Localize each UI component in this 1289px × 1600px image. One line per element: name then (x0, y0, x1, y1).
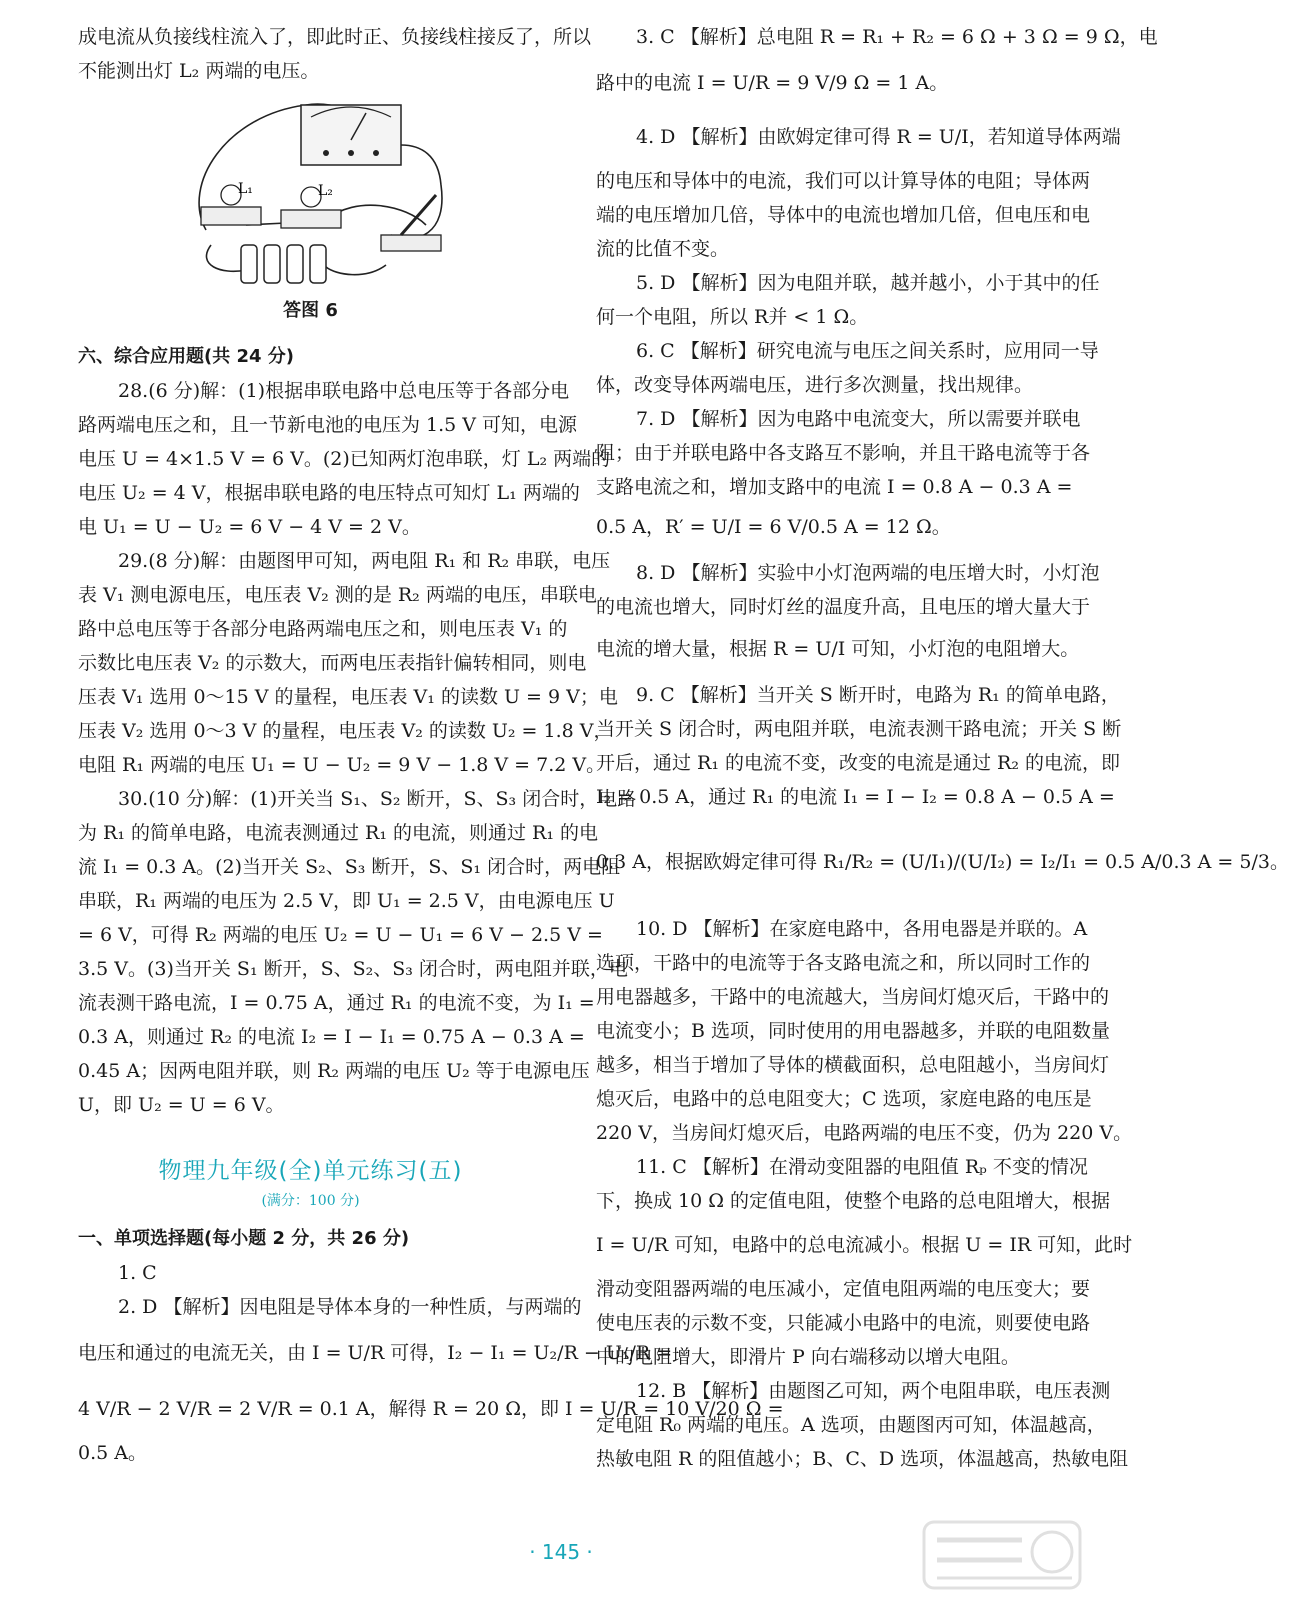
q10-line: 熄灭后，电路中的总电阻变大；C 选项，家庭电路的电压是 (596, 1088, 1092, 1110)
q29-line: 29.(8 分)解：由题图甲可知，两电阻 R₁ 和 R₂ 串联，电压 (118, 550, 611, 572)
q28-line: 电 U₁ = U − U₂ = 6 V − 4 V = 2 V。 (78, 516, 421, 538)
q12-line: 12. B 【解析】由题图乙可知，两个电阻串联，电压表测 (636, 1380, 1111, 1402)
q9-line: I₂ = 0.5 A，通过 R₁ 的电流 I₁ = I − I₂ = 0.8 A − 0.5 A = (596, 786, 1115, 808)
q30-line: 0.45 A；因两电阻并联，则 R₂ 两端的电压 U₂ 等于电源电压 (78, 1060, 590, 1082)
q29-line: 电阻 R₁ 两端的电压 U₁ = U − U₂ = 9 V − 1.8 V = 7.2 V。 (78, 754, 606, 776)
q7-line: 0.5 A，R′ = U/I = 6 V/0.5 A = 12 Ω。 (596, 516, 951, 538)
lamp2-label: L₂ (318, 183, 333, 199)
q8-line: 电流的增大量，根据 R = U/I 可知，小灯泡的电阻增大。 (596, 638, 1080, 660)
q10-line: 越多，相当于增加了导体的横截面积，总电阻越小，当房间灯 (596, 1054, 1110, 1076)
q30-line: 流表测干路电流，I = 0.75 A，通过 R₁ 的电流不变，为 I₁ = (78, 992, 595, 1014)
text-line: 不能测出灯 L₂ 两端的电压。 (78, 60, 320, 82)
q6-line: 6. C 【解析】研究电流与电压之间关系时，应用同一导 (636, 340, 1099, 362)
q4-line: 端的电压增加几倍，导体中的电流也增加几倍，但电压和电 (596, 204, 1091, 226)
q10-line: 10. D 【解析】在家庭电路中，各用电器是并联的。A (636, 918, 1088, 940)
q9-line: 当开关 S 闭合时，两电阻并联，电流表测干路电流；开关 S 断 (596, 718, 1122, 740)
q30-line: = 6 V，可得 R₂ 两端的电压 U₂ = U − U₁ = 6 V − 2.5 V = (78, 924, 603, 946)
text-line: 成电流从负接线柱流入了，即此时正、负接线柱接反了，所以 (78, 26, 592, 48)
q29-line: 表 V₁ 测电源电压，电压表 V₂ 测的是 R₂ 两端的电压，串联电 (78, 584, 597, 606)
q1-line: 1. C (118, 1262, 157, 1284)
page-number: · 145 · (529, 1540, 593, 1564)
q5-line: 何一个电阻，所以 R并 < 1 Ω。 (596, 306, 869, 328)
lamp1-label: L₁ (238, 181, 253, 197)
part1-heading: 一、单项选择题(每小题 2 分，共 26 分) (78, 1228, 410, 1249)
q10-line: 220 V，当房间灯熄灭后，电路两端的电压不变，仍为 220 V。 (596, 1122, 1133, 1144)
q28-line: 电压 U = 4×1.5 V = 6 V。(2)已知两灯泡串联，灯 L₂ 两端的 (78, 448, 611, 470)
q9-line: 开后，通过 R₁ 的电流不变，改变的电流是通过 R₂ 的电流，即 (596, 752, 1121, 774)
q4-line: 的电压和导体中的电流，我们可以计算导体的电阻；导体两 (596, 170, 1091, 192)
q30-line: U，即 U₂ = U = 6 V。 (78, 1094, 285, 1116)
q4-line: 流的比值不变。 (596, 238, 730, 260)
q7-line: 支路电流之和，增加支路中的电流 I = 0.8 A − 0.3 A = (596, 476, 1073, 498)
q29-line: 路中总电压等于各部分电路两端电压之和，则电压表 V₁ 的 (78, 618, 568, 640)
q29-line: 压表 V₂ 选用 0～3 V 的量程，电压表 V₂ 的读数 U₂ = 1.8 V， (78, 720, 613, 742)
q11-line: 下，换成 10 Ω 的定值电阻，使整个电路的总电阻增大，根据 (596, 1190, 1111, 1212)
q8-line: 的电流也增大，同时灯丝的温度升高，且电压的增大量大于 (596, 596, 1091, 618)
q4-line: 4. D 【解析】由欧姆定律可得 R = U/I，若知道导体两端 (636, 126, 1121, 148)
q9-line: 9. C 【解析】当开关 S 断开时，电路为 R₁ 的简单电路， (636, 684, 1120, 706)
q9-line: 0.3 A，根据欧姆定律可得 R₁/R₂ = (U/I₁)/(U/I₂) = I₂/I₁ = 0.5 A/0.3 A = 5/3。 (596, 851, 1289, 873)
q30-line: 3.5 V。(3)当开关 S₁ 断开，S、S₂、S₃ 闭合时，两电阻并联，电 (78, 958, 628, 980)
q30-line: 为 R₁ 的简单电路，电流表测通过 R₁ 的电流，则通过 R₁ 的电 (78, 822, 599, 844)
q11-line: 中的电阻增大，即滑片 P 向右端移动以增大电阻。 (596, 1346, 1020, 1368)
q11-line: 使电压表的示数不变，只能减小电路中的电流，则要使电路 (596, 1312, 1091, 1334)
q12-line: 定电阻 R₀ 两端的电压。A 选项，由题图丙可知，体温越高， (596, 1414, 1106, 1436)
q11-line: 11. C 【解析】在滑动变阻器的电阻值 Rₚ 不变的情况 (636, 1156, 1088, 1178)
watermark-logo-icon (922, 1520, 1082, 1590)
q2-line: 4 V/R − 2 V/R = 2 V/R = 0.1 A，解得 R = 20 Ω，即 I = U/R = 10 V/20 Ω = (78, 1398, 784, 1420)
unit-subtitle: (满分：100 分) (261, 1193, 360, 1209)
q5-line: 5. D 【解析】因为电阻并联，越并越小，小于其中的任 (636, 272, 1100, 294)
q6-line: 体，改变导体两端电压，进行多次测量，找出规律。 (596, 374, 1034, 396)
figure-caption: 答图 6 (283, 300, 338, 321)
q3-line: 路中的电流 I = U/R = 9 V/9 Ω = 1 A。 (596, 72, 949, 94)
q11-line: I = U/R 可知，电路中的总电流减小。根据 U = IR 可知，此时 (596, 1234, 1133, 1256)
q10-line: 用电器越多，干路中的电流越大，当房间灯熄灭后，干路中的 (596, 986, 1110, 1008)
q12-line: 热敏电阻 R 的阻值越小；B、C、D 选项，体温越高，热敏电阻 (596, 1448, 1129, 1470)
q30-line: 流 I₁ = 0.3 A。(2)当开关 S₂、S₃ 断开，S、S₁ 闭合时，两电阻 (78, 856, 621, 878)
q11-line: 滑动变阻器两端的电压减小，定值电阻两端的电压变大；要 (596, 1278, 1091, 1300)
q2-line: 0.5 A。 (78, 1442, 147, 1464)
q28-line: 路两端电压之和，且一节新电池的电压为 1.5 V 可知，电源 (78, 414, 578, 436)
q30-line: 串联，R₁ 两端的电压为 2.5 V，即 U₁ = 2.5 V，由电源电压 U (78, 890, 615, 912)
q10-line: 选项，干路中的电流等于各支路电流之和，所以同时工作的 (596, 952, 1091, 974)
q2-line: 电压和通过的电流无关，由 I = U/R 可得，I₂ − I₁ = U₂/R − U₁/R = (78, 1342, 673, 1364)
q2-line: 2. D 【解析】因电阻是导体本身的一种性质，与两端的 (118, 1296, 582, 1318)
q28-line: 28.(6 分)解：(1)根据串联电路中总电压等于各部分电 (118, 380, 570, 402)
q3-line: 3. C 【解析】总电阻 R = R₁ + R₂ = 6 Ω + 3 Ω = 9 Ω，电 (636, 26, 1158, 48)
q10-line: 电流变小；B 选项，同时使用的用电器越多，并联的电阻数量 (596, 1020, 1111, 1042)
q30-line: 0.3 A，则通过 R₂ 的电流 I₂ = I − I₁ = 0.75 A − 0.3 A = (78, 1026, 585, 1048)
q28-line: 电压 U₂ = 4 V，根据串联电路的电压特点可知灯 L₁ 两端的 (78, 482, 580, 504)
circuit-figure (186, 95, 456, 290)
q29-line: 压表 V₁ 选用 0～15 V 的量程，电压表 V₁ 的读数 U = 9 V；电 (78, 686, 618, 708)
q7-line: 7. D 【解析】因为电路中电流变大，所以需要并联电 (636, 408, 1081, 430)
q29-line: 示数比电压表 V₂ 的示数大，而两电压表指针偏转相同，则电 (78, 652, 587, 674)
q8-line: 8. D 【解析】实验中小灯泡两端的电压增大时，小灯泡 (636, 562, 1100, 584)
q7-line: 阻；由于并联电路中各支路互不影响，并且干路电流等于各 (596, 442, 1091, 464)
unit-title: 物理九年级(全)单元练习(五) (158, 1158, 463, 1184)
section-heading: 六、综合应用题(共 24 分) (78, 346, 295, 367)
q30-line: 30.(10 分)解：(1)开关当 S₁、S₂ 断开，S、S₃ 闭合时，电路 (118, 788, 637, 810)
